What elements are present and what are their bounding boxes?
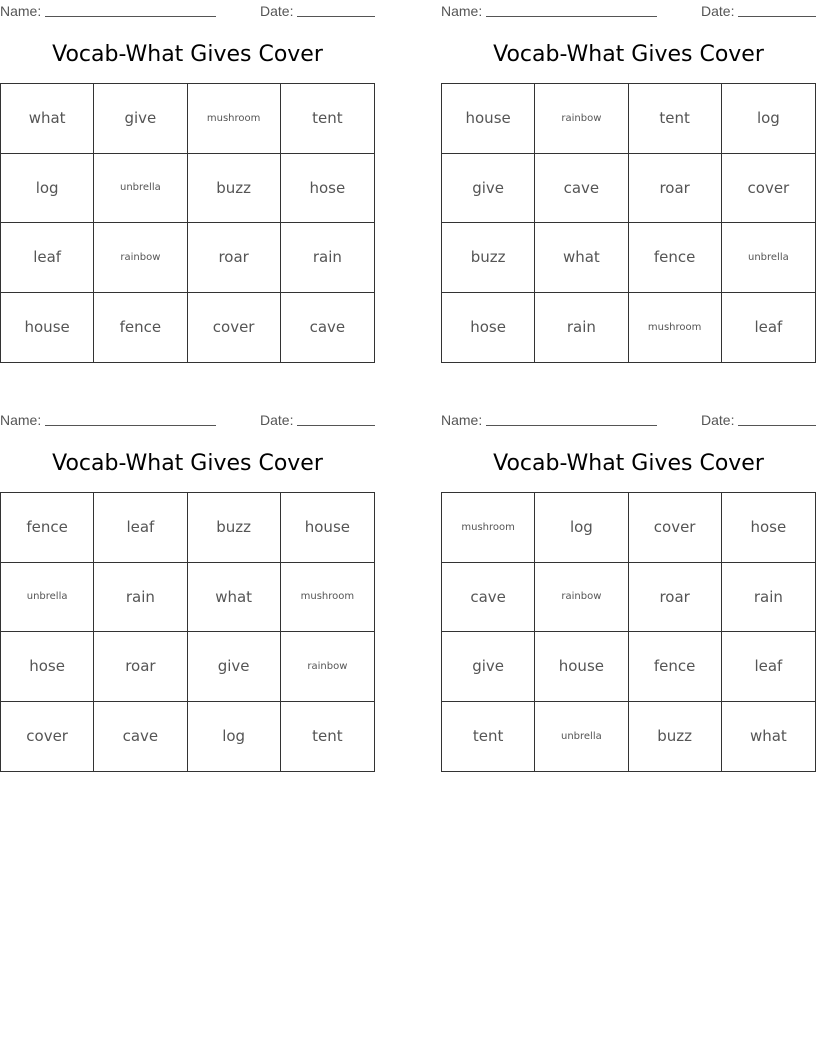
date-blank-line xyxy=(297,425,375,426)
name-label: Name: xyxy=(0,3,42,19)
bingo-cell: rain xyxy=(722,563,815,633)
bingo-cell: rainbow xyxy=(535,563,628,633)
bingo-cell: rainbow xyxy=(94,223,187,293)
bingo-cell: fence xyxy=(629,632,722,702)
bingo-cell: cave xyxy=(309,318,346,337)
name-date-header xyxy=(0,412,375,428)
bingo-cell: log xyxy=(1,154,94,224)
bingo-cell: tent xyxy=(312,727,343,746)
bingo-cell: tent xyxy=(281,84,374,154)
bingo-cell: leaf xyxy=(754,318,783,337)
bingo-cell: what xyxy=(1,84,94,154)
bingo-cell: cave xyxy=(535,154,628,224)
bingo-grid xyxy=(441,83,816,363)
bingo-cell: unbrella xyxy=(535,702,628,772)
bingo-cell: cave xyxy=(442,563,535,633)
bingo-cell: unbrella xyxy=(1,563,94,633)
bingo-cell: rainbow xyxy=(535,84,628,154)
bingo-cell: cover xyxy=(1,702,94,772)
bingo-cell: roar xyxy=(94,632,187,702)
card-title: Vocab-What Gives Cover xyxy=(52,451,323,476)
bingo-cell: mushroom xyxy=(281,563,374,633)
bingo-cell: unbrella xyxy=(94,154,187,224)
bingo-cell: give xyxy=(442,154,535,224)
bingo-cell: house xyxy=(281,493,374,563)
bingo-cell: buzz xyxy=(188,154,281,224)
bingo-card xyxy=(0,0,375,375)
date-label: Date: xyxy=(701,3,735,19)
bingo-cell: leaf xyxy=(94,493,187,563)
card-title: Vocab-What Gives Cover xyxy=(52,42,323,67)
bingo-cell: rain xyxy=(94,563,187,633)
date-label: Date: xyxy=(260,3,294,19)
bingo-cell: log xyxy=(188,702,281,772)
bingo-cell: give xyxy=(94,84,187,154)
name-blank-line xyxy=(486,16,657,17)
bingo-card xyxy=(441,409,816,784)
bingo-cell: house xyxy=(535,632,628,702)
bingo-cell: unbrella xyxy=(722,223,815,293)
bingo-cell: rain xyxy=(535,293,628,363)
bingo-cell: leaf xyxy=(1,223,94,293)
bingo-cell: hose xyxy=(722,493,815,563)
bingo-card xyxy=(0,409,375,784)
bingo-cell: mushroom xyxy=(442,493,535,563)
bingo-cell: leaf xyxy=(722,632,815,702)
name-date-header xyxy=(441,3,816,19)
bingo-cell: cave xyxy=(94,702,187,772)
bingo-cell: hose xyxy=(442,293,535,363)
bingo-grid xyxy=(0,492,375,772)
bingo-cell: house xyxy=(1,293,94,363)
name-label: Name: xyxy=(441,412,483,428)
bingo-cell: hose xyxy=(1,632,94,702)
bingo-cell: house xyxy=(442,84,535,154)
bingo-cell: cover xyxy=(629,493,722,563)
bingo-cell: log xyxy=(722,84,815,154)
date-label: Date: xyxy=(260,412,294,428)
bingo-cell: roar xyxy=(629,563,722,633)
bingo-cell: fence xyxy=(629,223,722,293)
bingo-cell: rainbow xyxy=(281,632,374,702)
bingo-cell: fence xyxy=(94,293,187,363)
date-blank-line xyxy=(738,425,816,426)
bingo-cell: cover xyxy=(722,154,815,224)
bingo-cell: what xyxy=(535,223,628,293)
bingo-cell: mushroom xyxy=(188,84,281,154)
date-blank-line xyxy=(738,16,816,17)
bingo-cell: give xyxy=(188,632,281,702)
bingo-card xyxy=(441,0,816,375)
bingo-grid xyxy=(441,492,816,772)
name-date-header xyxy=(441,412,816,428)
card-title: Vocab-What Gives Cover xyxy=(493,42,764,67)
card-title: Vocab-What Gives Cover xyxy=(493,451,764,476)
bingo-cell: fence xyxy=(1,493,94,563)
bingo-cell: mushroom xyxy=(629,293,722,363)
bingo-cell: tent xyxy=(629,84,722,154)
bingo-cell: roar xyxy=(629,154,722,224)
bingo-cell: buzz xyxy=(442,223,535,293)
bingo-cell: hose xyxy=(281,154,374,224)
date-blank-line xyxy=(297,16,375,17)
name-date-header xyxy=(0,3,375,19)
name-blank-line xyxy=(45,425,216,426)
name-label: Name: xyxy=(441,3,483,19)
bingo-cell: what xyxy=(188,563,281,633)
bingo-cell: rain xyxy=(281,223,374,293)
date-label: Date: xyxy=(701,412,735,428)
name-label: Name: xyxy=(0,412,42,428)
name-blank-line xyxy=(45,16,216,17)
bingo-cell: give xyxy=(442,632,535,702)
bingo-grid xyxy=(0,83,375,363)
bingo-cell: roar xyxy=(188,223,281,293)
bingo-cell: tent xyxy=(442,702,535,772)
bingo-cell: buzz xyxy=(629,702,722,772)
bingo-cell: buzz xyxy=(188,493,281,563)
name-blank-line xyxy=(486,425,657,426)
bingo-cell: cover xyxy=(188,293,281,363)
bingo-cell: what xyxy=(749,727,787,746)
bingo-cell: log xyxy=(535,493,628,563)
